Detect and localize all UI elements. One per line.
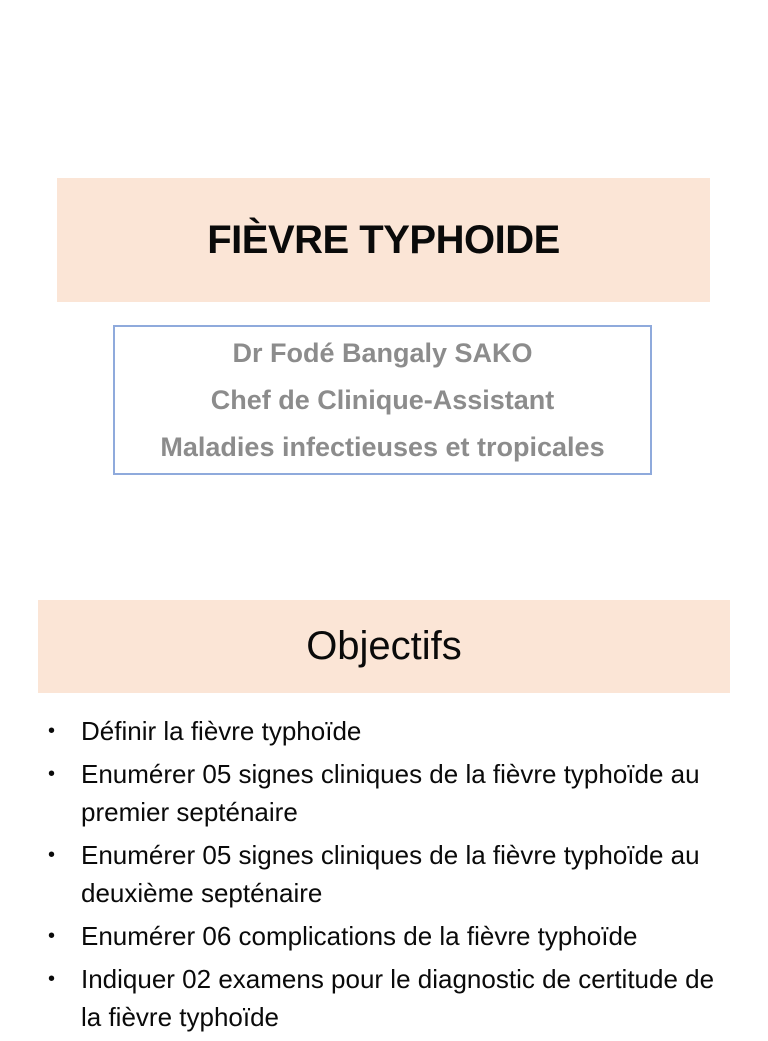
objective-text: Enumérer 05 signes cliniques de la fièvre typhoïde au premier septénaire [81,759,700,827]
list-item [42,960,736,1036]
objectives-banner [38,600,730,693]
objective-text: Définir la fièvre typhoïde [81,716,362,746]
author-specialty: Maladies infectieuses et tropicales [160,431,605,462]
bullet-dot-icon: • [48,968,56,990]
objectives-list [42,712,736,1041]
bullet-dot-icon: • [48,763,56,785]
objective-text: Enumérer 06 complications de la fièvre typhoïde [81,921,638,951]
author-role: Chef de Clinique-Assistant [210,384,555,415]
list-item [42,836,736,912]
list-item [42,712,736,750]
objective-text: Indiquer 02 examens pour le diagnostic de certitude de la fièvre typhoïde [81,964,715,1032]
section-title: Objectifs [306,624,462,668]
objective-text: Enumérer 05 signes cliniques de la fièvre typhoïde au deuxième septénaire [81,840,700,908]
bullet-dot-icon: • [48,844,56,866]
list-item [42,917,736,955]
slide-title: FIÈVRE TYPHOIDE [207,217,560,262]
bullet-dot-icon: • [48,925,56,947]
title-banner [57,178,710,302]
author-name: Dr Fodé Bangaly SAKO [232,337,533,368]
list-item [42,755,736,831]
bullet-dot-icon: • [48,720,56,742]
author-box [113,325,652,475]
